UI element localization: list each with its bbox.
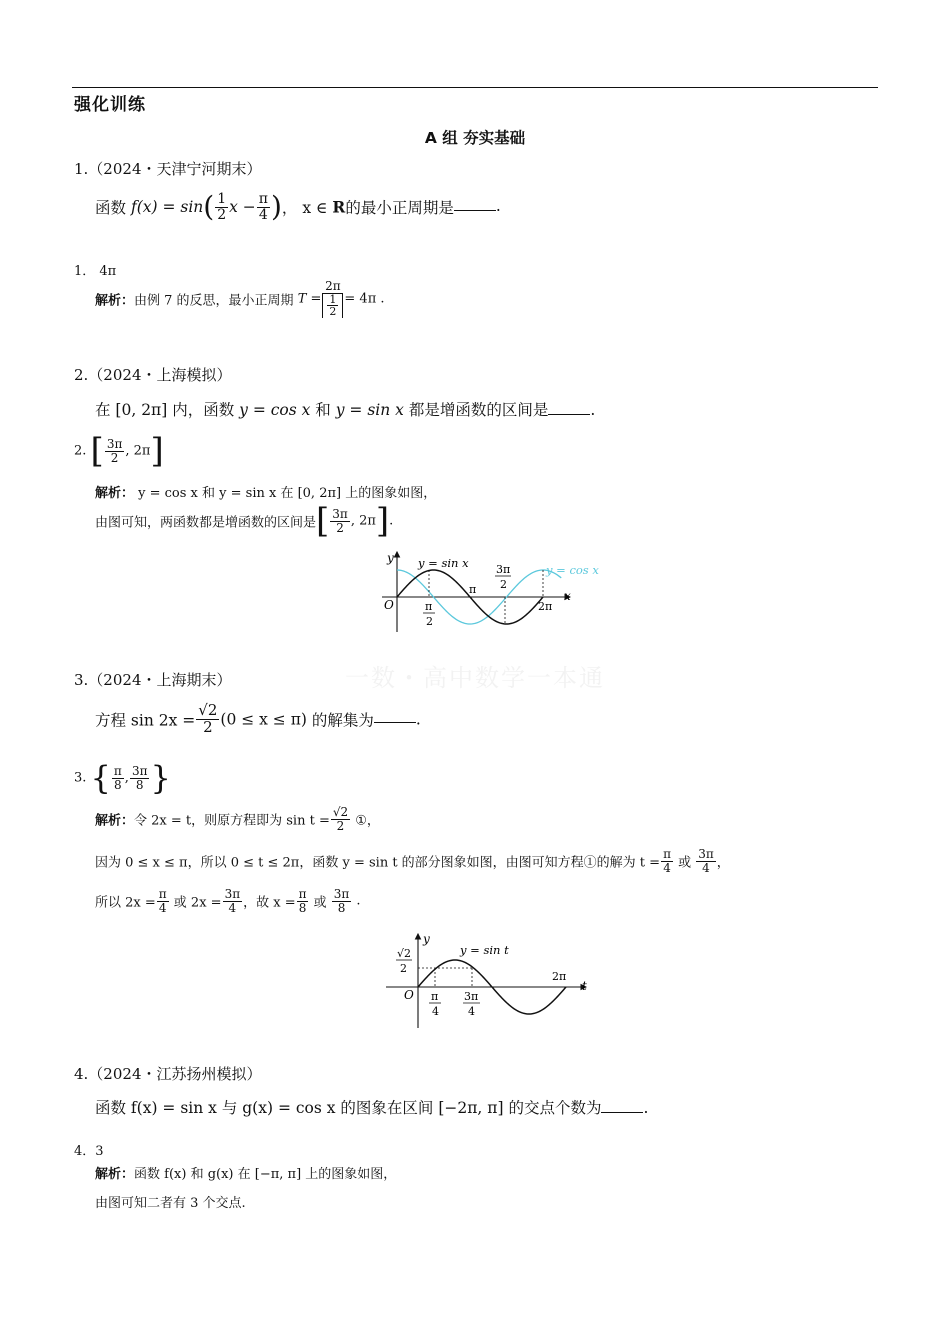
three-half-pi-den: 2 — [500, 578, 507, 591]
three-half-pi-num: 3π — [496, 563, 511, 576]
graph-sin-t — [380, 930, 600, 1030]
q1-blank — [454, 196, 496, 211]
y-label: y — [387, 551, 394, 565]
half-pi-den: 2 — [426, 615, 433, 628]
a2-answer: 2. [ $\frac{3\pi}{2}$ , 2π] — [74, 431, 164, 471]
q4-text: 函数 f(x) = sin x 与 g(x) = cos x 的图象在区间 [−2π, π] 的交点个数为 . — [95, 1099, 649, 1117]
three-quarter-pi-num: 3π — [464, 990, 479, 1003]
t-label: t — [582, 979, 587, 993]
origin-label: O — [384, 598, 394, 612]
a1-answer: 1． 4π — [74, 264, 117, 279]
sin-t-label: y = sin t — [460, 943, 509, 957]
a4-explain-2: 由图可知二者有 3 个交点. — [95, 1196, 246, 1211]
x-label: x — [564, 589, 571, 603]
three-quarter-pi-den: 4 — [468, 1005, 475, 1018]
quarter-pi-den: 4 — [432, 1005, 439, 1018]
graph-sin-cos — [370, 548, 610, 638]
a2-explain-2: 由图可知，两函数都是增函数的区间是[ $\frac{3\pi}{2}$ , 2π]. — [95, 501, 394, 541]
a4-answer: 4．3 — [74, 1144, 104, 1159]
root2-den: 2 — [400, 962, 407, 975]
q2-header: 2.（2024・上海模拟） — [74, 366, 232, 384]
a2-explain-1: 解析： y = cos x 和 y = sin x 在 [0, 2π] 上的图象如图， — [95, 486, 437, 501]
q3-header: 3.（2024・上海期末） — [74, 671, 232, 689]
q1-header: 1.（2024・天津宁河期末） — [74, 160, 262, 178]
q2-blank — [548, 400, 590, 415]
two-pi-label: 2π — [552, 970, 567, 983]
q1-text: 函数 f(x) = sin( $\frac{1}{2}$ x − $\frac{\pi}{4}$ )， x ∈ R的最小正周期是 . — [95, 190, 501, 224]
section-title: 强化训练 — [74, 95, 146, 115]
watermark: 一数・高中数学一本通 — [345, 664, 605, 692]
y-label: y — [423, 932, 430, 946]
q3-blank — [374, 708, 416, 723]
cos-label: y = cos x — [546, 563, 599, 577]
group-title: A 组 夯实基础 — [424, 129, 526, 147]
a3-answer: 3. { $\frac{\pi}{8}$ , $\frac{3\pi}{8}$ } — [74, 759, 171, 797]
q4-blank — [601, 1098, 643, 1113]
pi-label: π — [469, 583, 477, 596]
a1-explain: 解析：由例 7 的反思，最小正周期 T = $\frac{2\pi}{\frac{1}{2}}$ = 4π . — [95, 279, 385, 319]
a3-explain-3: 所以 2x = $\frac{\pi}{4}$ 或 2x = $\frac{3\pi}{4}$ ，故 x = $\frac{\pi}{8}$ 或 $\frac{3\pi}{8}$ . — [95, 887, 361, 915]
quarter-pi-num: π — [431, 990, 439, 1003]
q3-text: 方程 sin 2x = $\frac{√2}{2}$ (0 ≤ x ≤ π) 的解集为 . — [95, 701, 421, 736]
two-pi-label: 2π — [538, 600, 553, 613]
sin-label: y = sin x — [418, 556, 469, 570]
a4-explain-1: 解析：函数 f(x) 和 g(x) 在 [−π, π] 上的图象如图， — [95, 1167, 397, 1182]
q2-text: 在 [0, 2π] 内，函数 y = cos x 和 y = sin x 都是增函数的区间是 . — [95, 401, 596, 419]
a3-explain-1: 解析：令 2x = t，则原方程即为 sin t = $\frac{√2}{2}$ ①， — [95, 805, 380, 833]
half-pi-num: π — [425, 600, 433, 613]
origin-label: O — [404, 988, 414, 1002]
root2-num: √2 — [397, 947, 412, 960]
top-rule — [72, 87, 878, 88]
a3-explain-2: 因为 0 ≤ x ≤ π，所以 0 ≤ t ≤ 2π，函数 y = sin t 的部分图象如图，由图可知方程①的解为 t = $\frac{\pi}{4}$ 或 $\frac{3\pi}{4}$ ， — [95, 847, 730, 875]
q4-header: 4.（2024・江苏扬州模拟） — [74, 1065, 262, 1083]
